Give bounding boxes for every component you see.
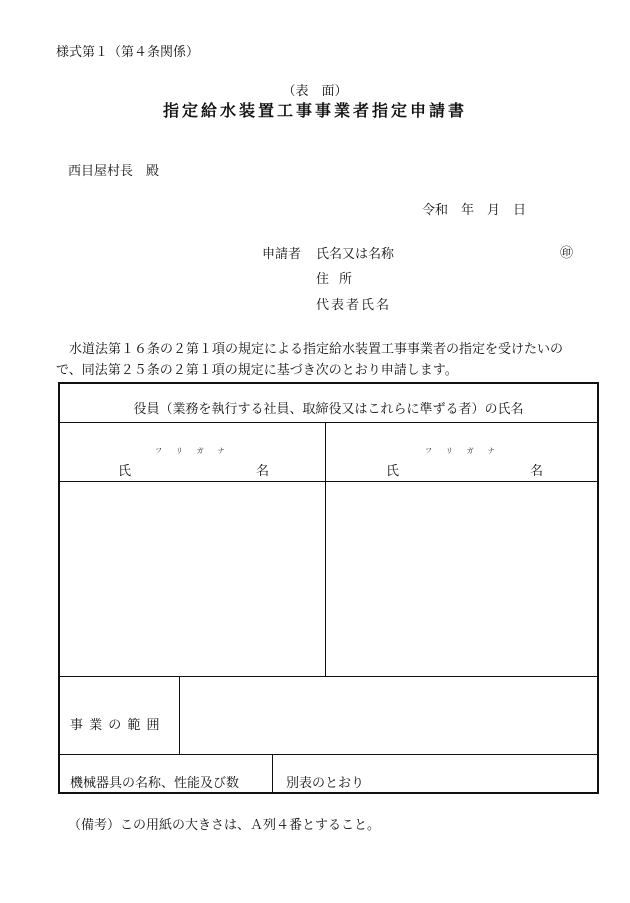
given-name-label: 名 <box>530 464 544 479</box>
table-divider <box>325 422 326 676</box>
furigana-label: フリガナ <box>155 447 239 455</box>
surname-label: 氏 <box>118 464 132 479</box>
application-statement: 水道法第１６条の２第１項の規定による指定給水装置工事事業者の指定を受けたいので、同法第２５条の２第１項の規定に基づき次のとおり申請します。 <box>56 342 564 378</box>
side-label: （表 面） <box>282 84 348 99</box>
equipment-label: 機械器具の名称、性能及び数 <box>70 776 240 791</box>
table-divider <box>60 481 597 482</box>
seal-mark: ㊞ <box>560 246 574 261</box>
applicant-name-label: 氏名又は名称 <box>316 247 395 262</box>
table-divider <box>60 754 597 755</box>
applicant-address-label: 住所 <box>316 272 363 287</box>
table-divider <box>272 754 273 792</box>
form-number: 様式第１（第４条関係） <box>56 45 200 60</box>
furigana-label: フリガナ <box>425 447 509 455</box>
business-scope-label: 事 業 の 範 囲 <box>70 718 161 733</box>
applicant-representative-label: 代表者氏名 <box>316 298 392 313</box>
document-title: 指定給水装置工事事業者指定申請書 <box>162 101 467 120</box>
date-line: 令和 年 月 日 <box>422 203 527 218</box>
officers-header: 役員（業務を執行する社員、取締役又はこれらに準ずる者）の氏名 <box>133 402 524 417</box>
addressee: 西目屋村長 殿 <box>68 164 160 179</box>
given-name-label: 名 <box>256 464 270 479</box>
surname-label: 氏 <box>386 464 400 479</box>
remarks-note: （備考）この用紙の大きさは、Ａ列４番とすること。 <box>68 818 381 833</box>
table-divider <box>179 676 180 754</box>
equipment-value: 別表のとおり <box>286 776 365 791</box>
applicant-label: 申請者 <box>262 247 302 262</box>
table-divider <box>60 676 597 677</box>
table-divider <box>60 422 597 423</box>
application-table <box>58 382 599 794</box>
